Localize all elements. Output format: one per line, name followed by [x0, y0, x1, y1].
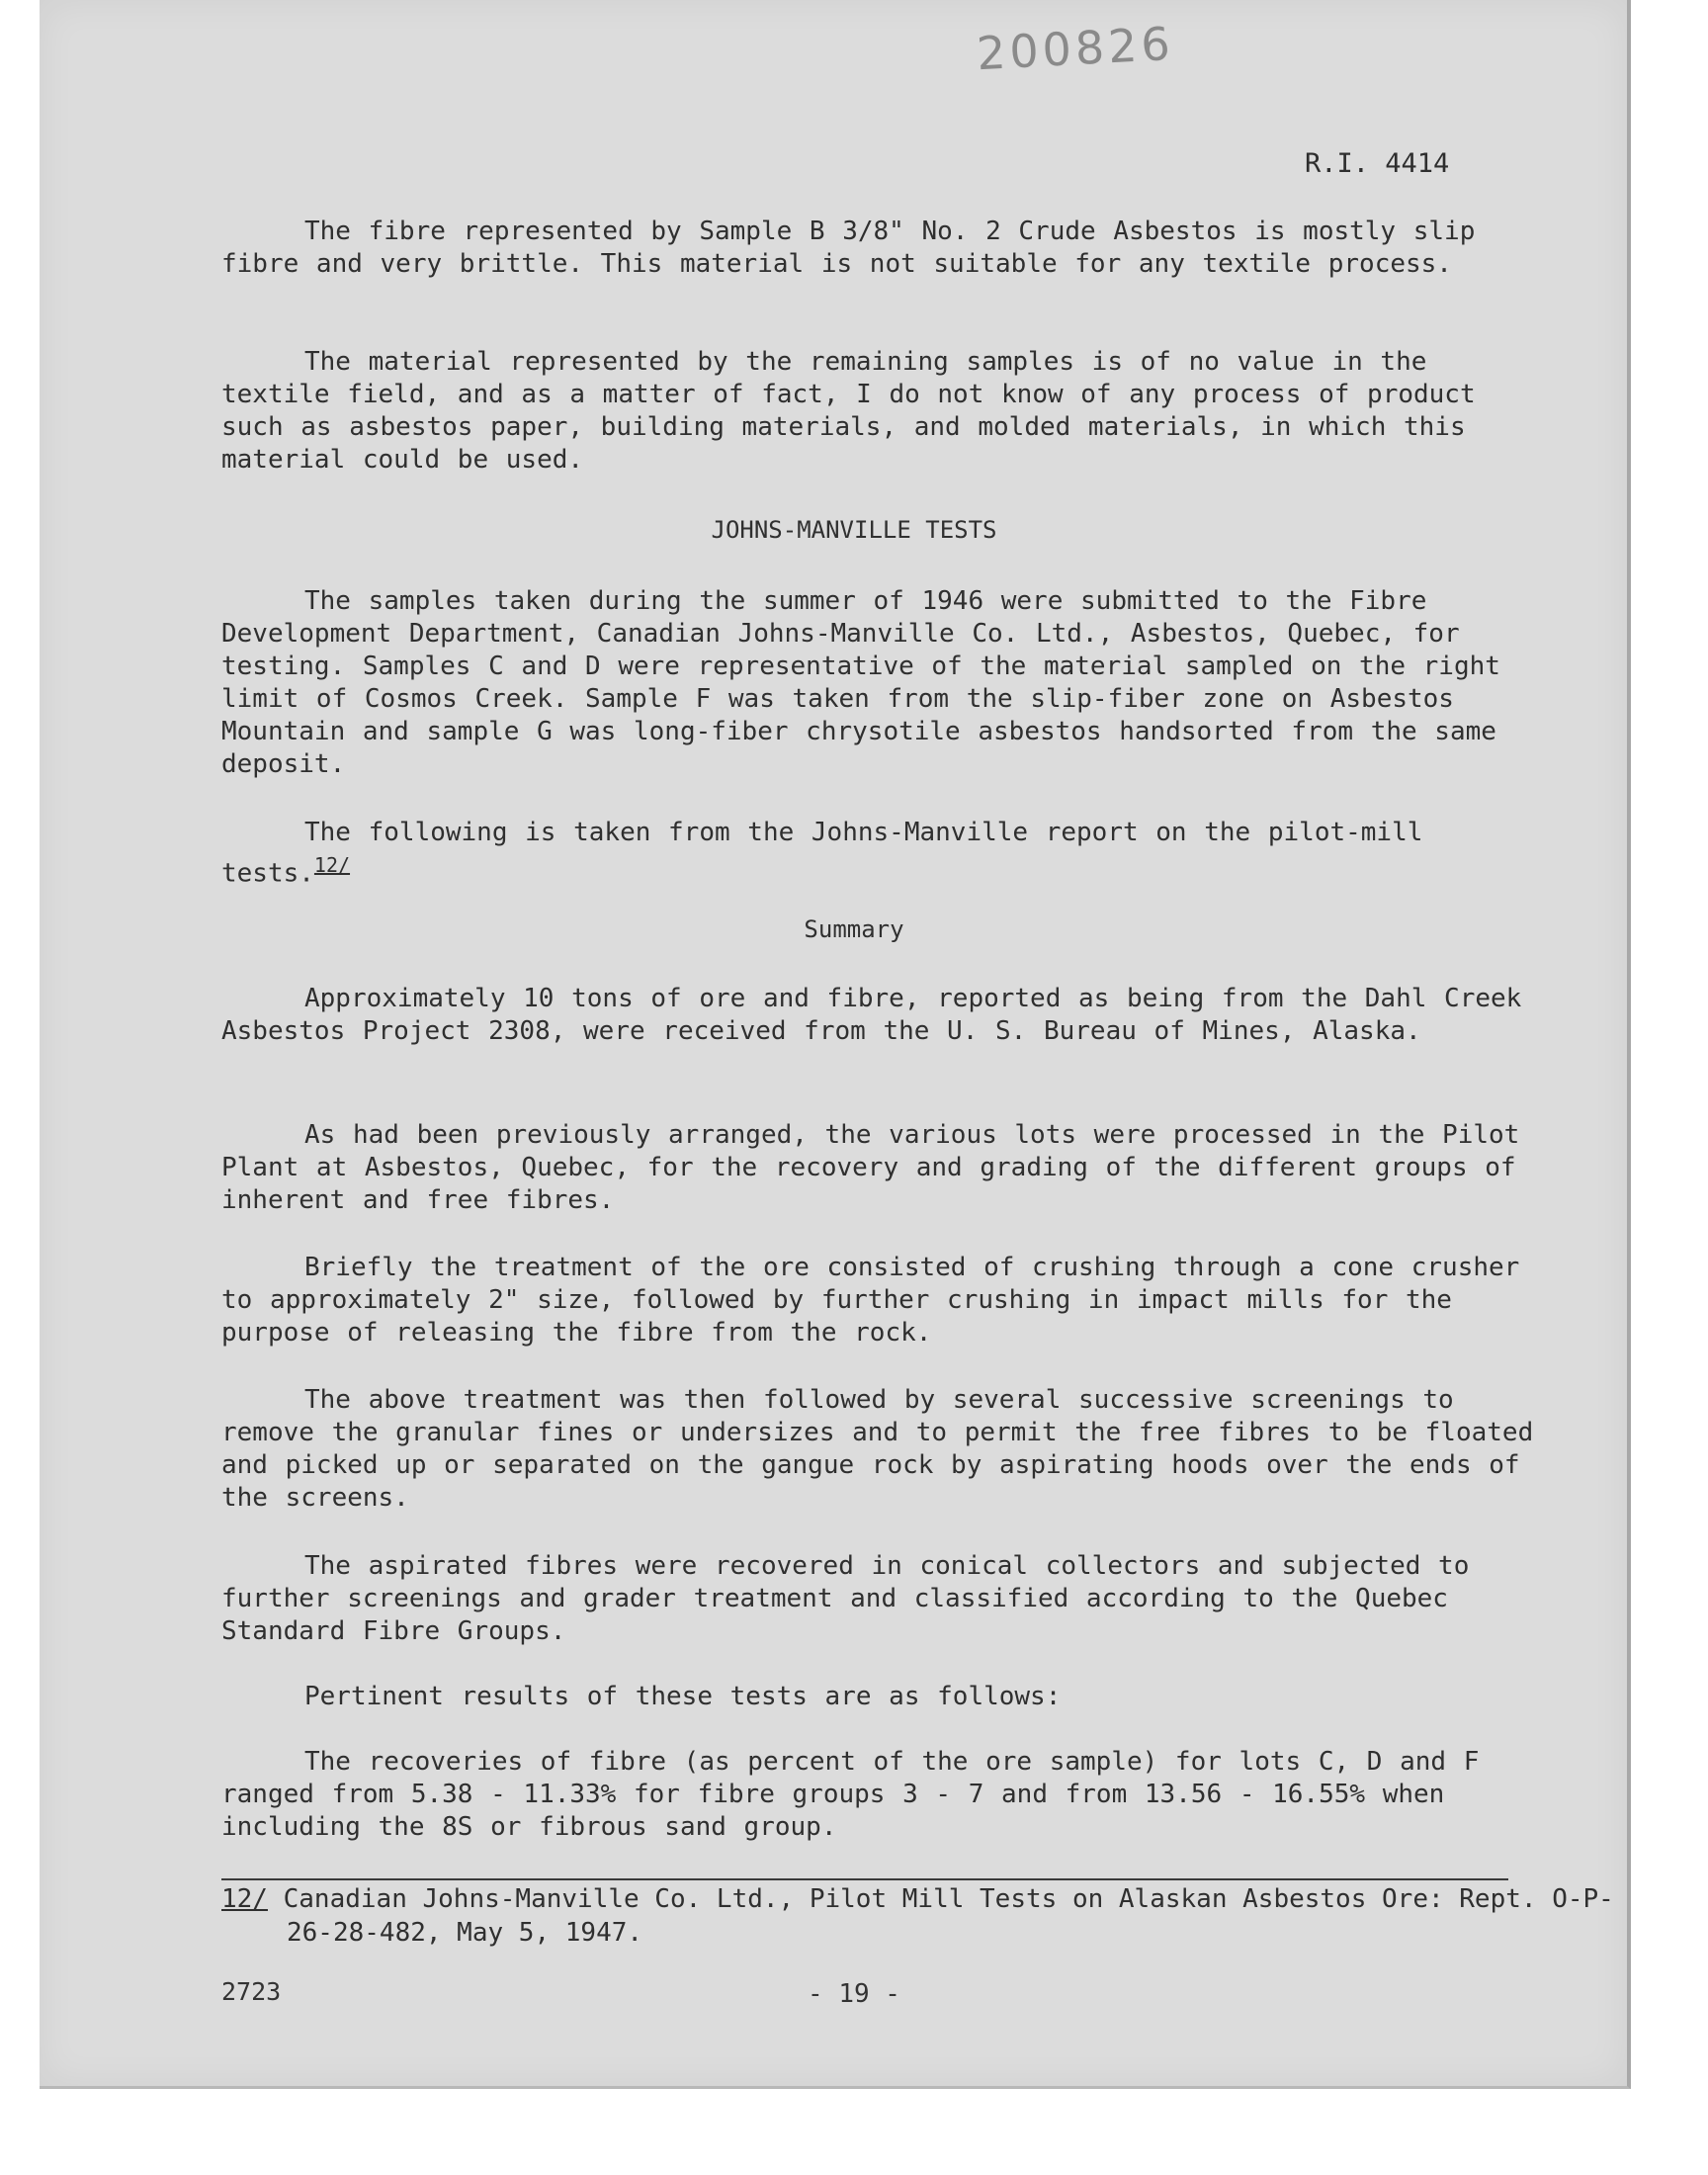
paragraph-sample-b: The fibre represented by Sample B 3/8" No. 2 Crude Asbestos is mostly slip fibre and very brittle. This material is not suitable for any textile process. — [221, 217, 1476, 279]
paragraph-pertinent-results: Pertinent results of these tests are as follows: — [304, 1682, 1062, 1711]
page-number: - 19 - — [808, 1979, 900, 2009]
paragraph-aspirated-fibres: The aspirated fibres were recovered in conical collectors and subjected to further screenings and grader treatment and classified according to the Quebec Standard Fibre Groups. — [221, 1551, 1470, 1646]
footnote-divider — [221, 1878, 1508, 1880]
page-id: 2723 — [221, 1977, 282, 2006]
following-report-text: The following is taken from the Johns-Manville report on the pilot-mill tests. — [221, 818, 1423, 889]
report-number: R.I. 4414 — [1305, 148, 1450, 179]
paragraph-following-report — [221, 817, 1546, 891]
heading-johns-manville-tests: JOHNS-MANVILLE TESTS — [711, 516, 997, 544]
footnote-text: Canadian Johns-Manville Co. Ltd., Pilot Mill Tests on Alaskan Asbestos Ore: Rept. O-P-26-28-482, May 5, 1947. — [283, 1884, 1614, 1948]
footnote — [221, 1882, 1631, 1950]
paragraph-treatment-of-ore: Briefly the treatment of the ore consisted of crushing through a cone crusher to approximately 2" size, followed by further crushing in impact mills for the purpose of releasing the fibre from the rock. — [221, 1253, 1520, 1348]
paragraph-recoveries: The recoveries of fibre (as percent of the ore sample) for lots C, D and F ranged from 5.38 - 11.33% for fibre groups 3 - 7 and from 13.56 - 16.55% when including the 8S or fibrous sand group. — [221, 1747, 1480, 1842]
stamp-number: 200826 — [975, 16, 1175, 81]
paragraph-approximately-10-tons: Approximately 10 tons of ore and fibre, reported as being from the Dahl Creek Asbestos Project 2308, were received from the U. S. Bureau of Mines, Alaska. — [221, 984, 1522, 1046]
paragraph-previously-arranged: As had been previously arranged, the various lots were processed in the Pilot Plant at Asbestos, Quebec, for the recovery and grading of the different groups of inherent and free fibres. — [221, 1120, 1520, 1215]
footnote-reference: 12/ — [313, 853, 351, 877]
paragraph-screenings: The above treatment was then followed by several successive screenings to remove the granular fines or undersizes and to permit the free fibres to be floated and picked up or separated on the gangue rock by aspirating hoods over the ends of the screens. — [221, 1385, 1534, 1513]
paragraph-samples-taken: The samples taken during the summer of 1946 were submitted to the Fibre Development Department, Canadian Johns-Manville Co. Ltd., Asbestos, Quebec, for testing. Samples C and D were representative of the material sampled on the right limit of Cosmos Creek. Sample F was taken from the slip-fiber zone on Asbestos Mountain and sample G was long-fiber chrysotile asbestos handsorted from the same deposit. — [221, 586, 1500, 779]
heading-summary: Summary — [804, 915, 904, 943]
footnote-marker: 12/ — [221, 1884, 268, 1914]
paragraph-remaining-samples: The material represented by the remaining samples is of no value in the textile field, and as a matter of fact, I do not know of any process of product such as asbestos paper, building materials, and molded materials, in which this material could be used. — [221, 347, 1476, 475]
